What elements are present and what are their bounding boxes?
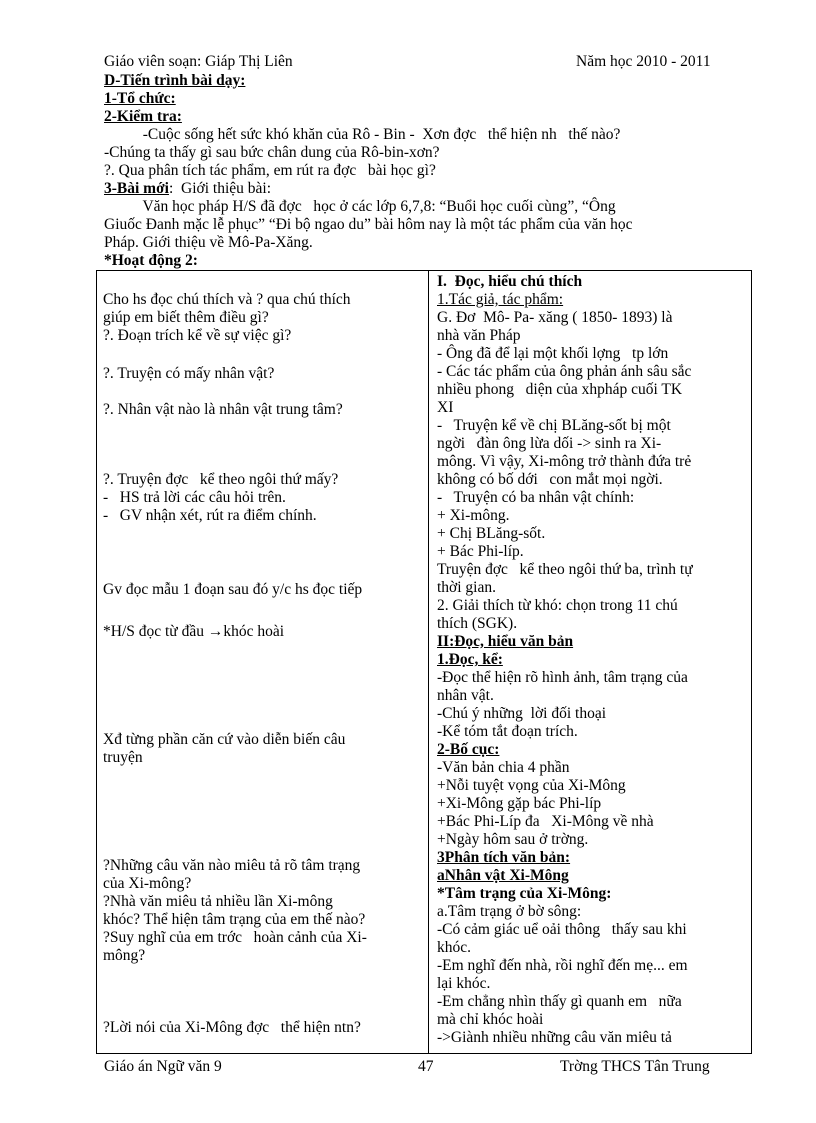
lesson-content-line: G. Đơ Mô- Pa- xăng ( 1850- 1893) là — [437, 309, 673, 326]
teacher-question: Cho hs đọc chú thích và ? qua chú thích — [103, 291, 351, 308]
lesson-content-line: không có bố dới con mắt mọi ngời. — [437, 471, 663, 488]
intro-line-text: Pháp. Giới thiệu về Mô-Pa-Xăng. — [104, 234, 313, 251]
lesson-content-line: XI — [437, 399, 454, 416]
lesson-content-line: nhiều phong diện của xhpháp cuối TK — [437, 381, 683, 398]
lesson-content-line: 1.Tác giả, tác phẩm: — [437, 291, 564, 308]
intro-line-text: 2-Kiểm tra: — [104, 108, 182, 125]
intro-line-text: -Cuộc sống hết sức khó khăn của Rô - Bin - Xơn đợc thể hiện nh thế nào? — [104, 126, 621, 143]
footer-page-number: 47 — [418, 1058, 434, 1075]
lesson-content-line: Truyện đợc kể theo ngôi thứ ba, trình tự — [437, 561, 693, 578]
lesson-content-line: -Em nghĩ đến nhà, rồi nghĩ đến mẹ... em — [437, 957, 688, 974]
lesson-content-line: -Văn bản chia 4 phần — [437, 759, 570, 776]
teacher-question: ?. Nhân vật nào là nhân vật trung tâm? — [103, 401, 343, 418]
teacher-question: mông? — [103, 947, 146, 964]
footer-subject: Giáo án Ngữ văn 9 — [104, 1058, 222, 1075]
teacher-question: ?. Đoạn trích kể về sự việc gì? — [103, 327, 292, 344]
lesson-content-line: 2. Giải thích từ khó: chọn trong 11 chú — [437, 597, 678, 614]
lesson-content-line: +Nỗi tuyệt vọng của Xi-Mông — [437, 777, 626, 794]
intro-line-text: 1-Tổ chức: — [104, 90, 176, 107]
lesson-content-line: 1.Đọc, kể: — [437, 651, 503, 668]
intro-line-text: -Chúng ta thấy gì sau bức chân dung của Rô-bin-xơn? — [104, 144, 440, 161]
intro-line — [104, 90, 754, 108]
lesson-content-line: +Ngày hôm sau ở trờng. — [437, 831, 589, 848]
lesson-content-line: -Chú ý những lời đối thoại — [437, 705, 607, 722]
intro-line — [104, 180, 754, 198]
intro-line-text: 3-Bài mới — [104, 180, 169, 197]
header-teacher: Giáo viên soạn: Giáp Thị Liên — [104, 53, 293, 70]
intro-line — [104, 234, 754, 252]
lesson-content-line: -Em chẳng nhìn thấy gì quanh em nữa — [437, 993, 682, 1010]
intro-line — [104, 126, 754, 144]
intro-line-text: Văn học pháp H/S đã đợc học ở các lớp 6,7,8: “Buổi học cuối cùng”, “Ông — [104, 198, 616, 215]
intro-line — [104, 108, 754, 126]
teacher-question: giúp em biết thêm điều gì? — [103, 309, 269, 326]
intro-line — [104, 198, 754, 216]
intro-line — [104, 144, 754, 162]
lesson-content-line: ngời đàn ông lừa dối -> sinh ra Xi- — [437, 435, 662, 452]
lesson-content-line: nhân vật. — [437, 687, 494, 704]
lesson-content-line: - Các tác phẩm của ông phản ánh sâu sắc — [437, 363, 692, 380]
footer-school: Trờng THCS Tân Trung — [560, 1058, 710, 1075]
teacher-question: khóc? Thể hiện tâm trạng của em thế nào? — [103, 911, 366, 928]
lesson-content-line: mà chỉ khóc hoài — [437, 1011, 544, 1028]
lesson-content-line: - Truyện kể về chị BLăng-sốt bị một — [437, 417, 671, 434]
lesson-content-line: ->Giành nhiều những câu văn miêu tả — [437, 1029, 672, 1046]
lesson-content-line: I. Đọc, hiểu chú thích — [437, 273, 583, 290]
lesson-content-line: + Bác Phi-líp. — [437, 543, 524, 560]
teacher-question: - HS trả lời các câu hỏi trên. — [103, 489, 286, 506]
lesson-content-line: II:Đọc, hiểu văn bản — [437, 633, 574, 650]
intro-line — [104, 216, 754, 234]
teacher-question: Gv đọc mẫu 1 đoạn sau đó y/c hs đọc tiếp — [103, 581, 363, 598]
intro-line-text: D-Tiến trình bài dạy: — [104, 72, 246, 89]
lesson-content-line: 2-Bố cục: — [437, 741, 500, 758]
intro-line-text: ?. Qua phân tích tác phẩm, em rút ra đợc bài học gì? — [104, 162, 436, 179]
lesson-content-line: thời gian. — [437, 579, 496, 596]
activity-table — [96, 270, 752, 1054]
teacher-question: ?Nhà văn miêu tả nhiều lần Xi-mông — [103, 893, 333, 910]
lesson-content-line: aNhân vật Xi-Mông — [437, 867, 569, 884]
intro-line-text: Giuốc Đanh mặc lễ phục” “Đi bộ ngao du” bài hôm nay là một tác phẩm của văn học — [104, 216, 633, 233]
teacher-question: ?. Truyện có mấy nhân vật? — [103, 365, 275, 382]
lesson-content-line: -Có cảm giác uể oải thông thấy sau khi — [437, 921, 687, 938]
lesson-content-line: nhà văn Pháp — [437, 327, 521, 344]
teacher-question: ?Suy nghĩ của em trớc hoàn cảnh của Xi- — [103, 929, 367, 946]
header-school-year: Năm học 2010 - 2011 — [576, 53, 711, 70]
intro-line-text: *Hoạt động 2: — [104, 252, 198, 269]
teacher-question: - GV nhận xét, rút ra điểm chính. — [103, 507, 317, 524]
teacher-question: *H/S đọc từ đầu →khóc hoài — [103, 623, 285, 640]
teacher-question: ?Lời nói của Xi-Mông đợc thể hiện ntn? — [103, 1019, 361, 1036]
lesson-content-line: +Xi-Mông gặp bác Phi-líp — [437, 795, 602, 812]
lesson-content-line: lại khóc. — [437, 975, 491, 992]
lesson-content-line: a.Tâm trạng ở bờ sông: — [437, 903, 582, 920]
teacher-question: Xđ từng phần căn cứ vào diễn biến câu — [103, 731, 346, 748]
lesson-content-line: - Truyện có ba nhân vật chính: — [437, 489, 635, 506]
teacher-question: ?. Truyện đợc kể theo ngôi thứ mấy? — [103, 471, 339, 488]
intro-line — [104, 252, 754, 270]
teacher-question: truyện — [103, 749, 143, 766]
lesson-content-line: -Đọc thể hiện rõ hình ảnh, tâm trạng của — [437, 669, 688, 686]
lesson-content-line: mông. Vì vậy, Xi-mông trở thành đứa trẻ — [437, 453, 692, 470]
intro-line — [104, 162, 754, 180]
intro-line — [104, 72, 754, 90]
column-divider — [428, 271, 429, 1053]
lesson-content-line: khóc. — [437, 939, 472, 956]
lesson-content-line: - Ông đã để lại một khối lợng tp lớn — [437, 345, 669, 362]
lesson-content-line: + Xi-mông. — [437, 507, 510, 524]
lesson-content-line: + Chị BLăng-sốt. — [437, 525, 546, 542]
lesson-content-line: *Tâm trạng của Xi-Mông: — [437, 885, 612, 902]
teacher-question: ?Những câu văn nào miêu tả rõ tâm trạng — [103, 857, 361, 874]
intro-line-suffix: : Giới thiệu bài: — [168, 180, 272, 197]
lesson-content-line: +Bác Phi-Líp đa Xi-Mông về nhà — [437, 813, 654, 830]
lesson-content-line: 3Phân tích văn bản: — [437, 849, 571, 866]
lesson-content-line: -Kể tóm tắt đoạn trích. — [437, 723, 578, 740]
teacher-question: của Xi-mông? — [103, 875, 192, 892]
lesson-intro — [104, 72, 754, 270]
lesson-content-line: thích (SGK). — [437, 615, 518, 632]
